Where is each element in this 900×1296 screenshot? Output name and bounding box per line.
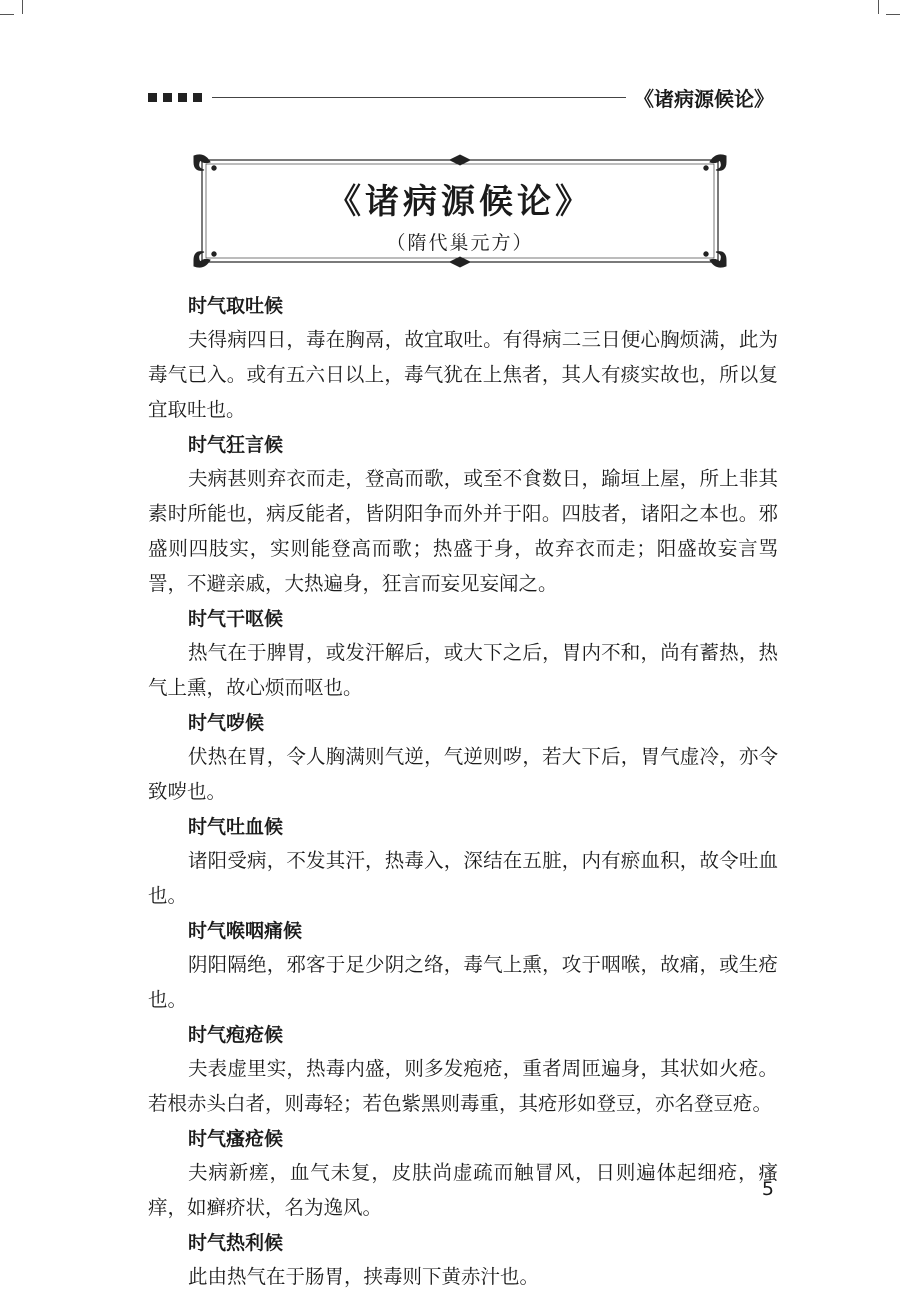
section [148, 811, 778, 913]
section [148, 1019, 778, 1121]
section-paragraph: 夫病甚则弃衣而走，登高而歌，或至不食数日，踰垣上屋，所上非其素时所能也，病反能者，皆阴阳争而外并于阳。四肢者，诸阳之本也。邪盛则四肢实，实则能登高而歌；热盛于身，故弃衣而走；阳盛故妄言骂詈，不避亲戚，大热遍身，狂言而妄见妄闻之。 [148, 467, 778, 595]
section-paragraph: 诸阳受病，不发其汗，热毒入，深结在五脏，内有瘀血积，故令吐血也。 [148, 849, 778, 907]
section-heading: 时气哕候 [188, 712, 265, 734]
section-paragraph: 夫表虚里实，热毒内盛，则多发疱疮，重者周匝遍身，其状如火疮。若根赤头白者，则毒轻；若色紫黑则毒重，其疮形如登豆，亦名登豆疮。 [148, 1057, 778, 1115]
section [148, 1227, 778, 1294]
section [148, 707, 778, 809]
page-number: 5 [761, 1178, 774, 1200]
section-paragraph: 阴阳隔绝，邪客于足少阴之络，毒气上熏，攻于咽喉，故痛，或生疮也。 [148, 953, 778, 1011]
section [148, 915, 778, 1017]
section [148, 429, 778, 601]
section-heading: 时气干呕候 [188, 608, 284, 630]
header-rule [212, 97, 626, 98]
section-heading: 时气取吐候 [188, 295, 284, 317]
section [148, 290, 778, 427]
section-heading: 时气狂言候 [188, 434, 284, 456]
section-paragraph: 此由热气在于肠胃，挟毒则下黄赤汁也。 [188, 1265, 540, 1288]
book-title: 《诸病源候论》 [327, 182, 593, 222]
section-paragraph: 夫得病四日，毒在胸鬲，故宜取吐。有得病二三日便心胸烦满，此为毒气已入。或有五六日以上，毒气犹在上焦者，其人有痰实故也，所以复宜取吐也。 [148, 328, 778, 421]
section-heading: 时气瘙疮候 [188, 1128, 284, 1150]
section-heading: 时气喉咽痛候 [188, 920, 303, 942]
running-header [148, 84, 774, 110]
page-content [148, 288, 778, 1296]
section-heading: 时气吐血候 [188, 816, 284, 838]
section [148, 1123, 778, 1225]
section-paragraph: 热气在于脾胃，或发汗解后，或大下之后，胃内不和，尚有蓄热，热气上熏，故心烦而呕也。 [148, 641, 778, 699]
crop-mark [22, 0, 23, 14]
crop-mark [886, 14, 900, 15]
section-heading: 时气热利候 [188, 1232, 284, 1254]
section [148, 603, 778, 705]
crop-mark [0, 14, 14, 15]
running-header-title: 《诸病源候论》 [634, 86, 774, 111]
book-subtitle: （隋代巢元方） [386, 232, 534, 254]
title-frame [192, 152, 728, 270]
section-heading: 时气疱疮候 [188, 1024, 284, 1046]
section-paragraph: 伏热在胃，令人胸满则气逆，气逆则哕，若大下后，胃气虚冷，亦令致哕也。 [148, 745, 778, 803]
crop-mark [878, 0, 879, 14]
header-square-markers [148, 93, 202, 102]
section-paragraph: 夫病新瘥，血气未复，皮肤尚虚疏而触冒风，日则遍体起细疮，瘙痒，如癣疥状，名为逸风。 [148, 1161, 778, 1219]
